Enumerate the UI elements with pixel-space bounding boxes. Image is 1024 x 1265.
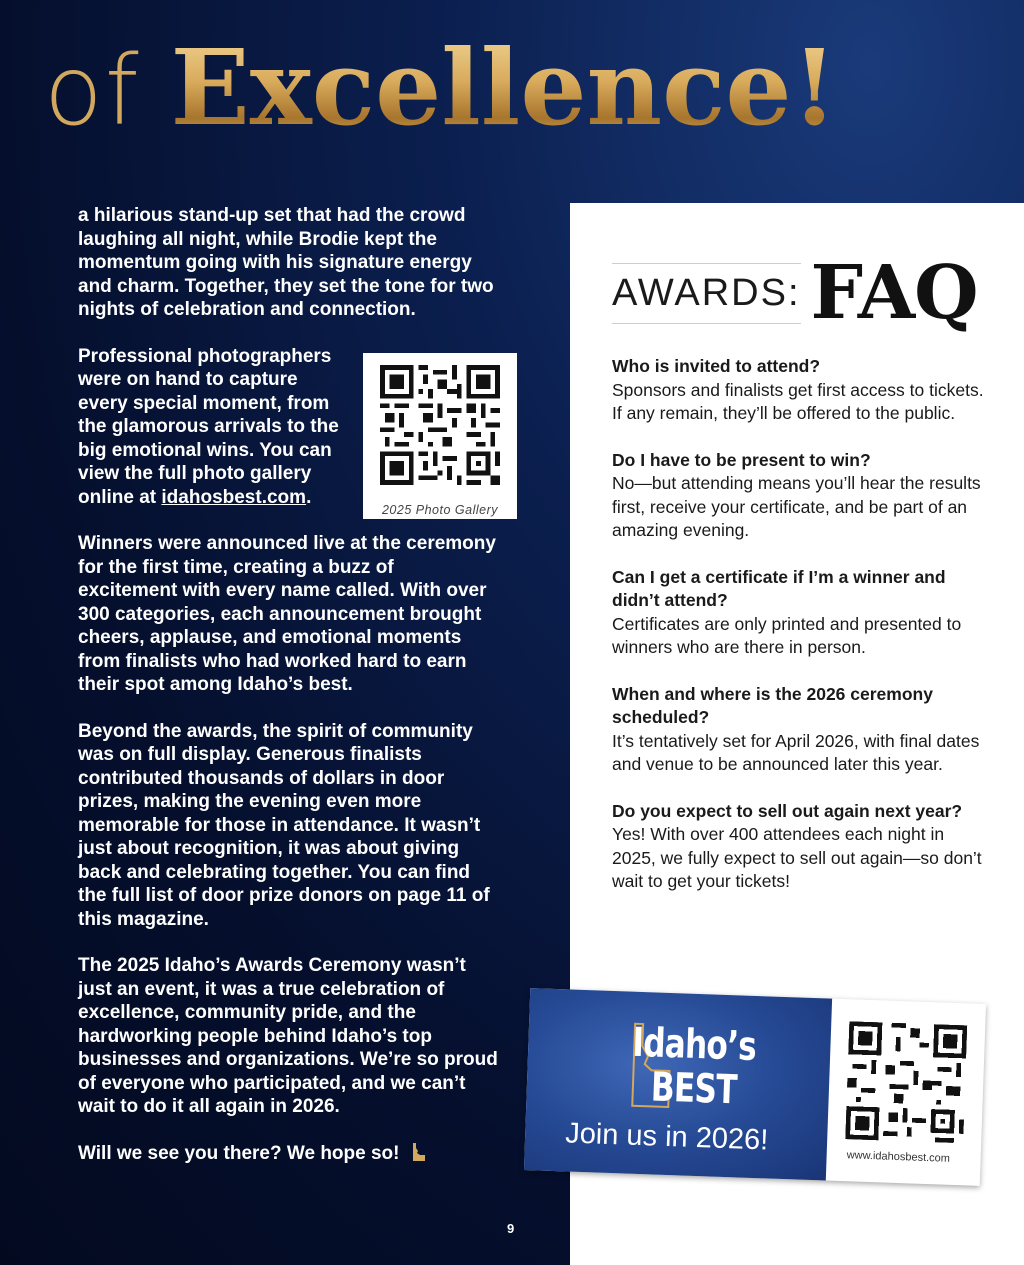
article-paragraph-5: The 2025 Idaho’s Awards Ceremony wasn’t just an event, it was a true celebration of excellence, community pride, and the hardworking people behind Idaho’s top businesses and organizations. We’re so proud of everyone who participated, and we can’t wait to do it all again in 2026. bbox=[78, 955, 498, 1117]
photo-gallery-qr-card[interactable] bbox=[363, 353, 517, 519]
article-paragraph-2-end: . bbox=[306, 486, 312, 508]
faq-item bbox=[612, 355, 992, 426]
article-paragraph-2 bbox=[78, 345, 348, 510]
faq-question: Do you expect to sell out again next year? bbox=[612, 800, 963, 821]
promo-banner bbox=[524, 988, 832, 1180]
faq-item bbox=[612, 449, 992, 543]
faq-question: Can I get a certificate if I’m a winner and didn’t attend? bbox=[612, 566, 946, 610]
faq-list bbox=[612, 355, 992, 917]
article-column bbox=[78, 204, 498, 1188]
article-paragraph-2-text: Professional photographers were on hand to capture every special moment, from the glamorous arrivals to the big emotional wins. You can view the full photo gallery online at bbox=[78, 345, 339, 508]
faq-item bbox=[612, 800, 992, 894]
faq-answer: Yes! With over 400 attendees each night in 2025, we fully expect to sell out again—so don’t wait to get your tickets! bbox=[612, 824, 982, 891]
photo-paragraph-block bbox=[78, 345, 498, 517]
article-paragraph-1: a hilarious stand-up set that had the crowd laughing all night, while Brodie kept the momentum going with his signature energy and charm. Together, they set the tone for two nights of celebration and connection. bbox=[78, 205, 494, 320]
qr-caption: 2025 Photo Gallery bbox=[381, 502, 498, 517]
page-number: 9 bbox=[507, 1221, 515, 1236]
gallery-link[interactable]: idahosbest.com bbox=[161, 486, 307, 508]
headline-word: Excellence! bbox=[170, 26, 838, 149]
article-paragraph-4: Beyond the awards, the spirit of community was on full display. Generous finalists contributed thousands of dollars in door prizes, making the evening even more memorable for those in attendance. It wasn’t just about recognition, it was about giving back and celebrating together. You can find the full list of door prize donors on page 11 of this magazine. bbox=[78, 720, 490, 930]
faq-heading bbox=[612, 250, 978, 336]
faq-label: AWARDS: bbox=[612, 263, 801, 324]
promo-card[interactable] bbox=[524, 988, 986, 1186]
faq-title: FAQ bbox=[810, 250, 978, 336]
faq-question: Who is invited to attend? bbox=[612, 356, 821, 376]
article-paragraph-6 bbox=[78, 1142, 498, 1166]
closing-question: Will we see you there? We hope so! bbox=[78, 1142, 400, 1164]
faq-answer: It’s tentatively set for April 2026, with final dates and venue to be announced later this year. bbox=[612, 730, 980, 774]
promo-logo-line2: BEST bbox=[650, 1064, 738, 1114]
idaho-state-icon bbox=[411, 1143, 425, 1161]
promo-cta: Join us in 2026! bbox=[564, 1117, 769, 1157]
headline-prefix: of bbox=[44, 35, 141, 147]
promo-url[interactable]: www.idahosbest.com bbox=[846, 1149, 951, 1165]
qr-code-icon bbox=[380, 365, 500, 485]
faq-answer: No—but attending means you’ll hear the results first, receive your certificate, and be part of an amazing evening. bbox=[612, 473, 981, 540]
headline bbox=[44, 26, 837, 166]
faq-question: Do I have to be present to win? bbox=[612, 449, 871, 470]
faq-item bbox=[612, 566, 992, 660]
promo-qr-code-icon bbox=[845, 1021, 967, 1143]
promo-logo-line1: Idaho’s bbox=[631, 1019, 757, 1070]
faq-answer: Certificates are only printed and presented to winners who are there in person. bbox=[612, 613, 962, 657]
faq-answer: Sponsors and finalists get first access to tickets. If any remain, they’ll be offered to the public. bbox=[612, 379, 984, 423]
article-paragraph-3: Winners were announced live at the ceremony for the first time, creating a buzz of excitement with every name called. With over 300 categories, each announcement brought cheers, applause, and emotional moments from finalists who had worked hard to earn their spot among Idaho’s best. bbox=[78, 533, 496, 695]
faq-item bbox=[612, 683, 992, 777]
faq-question: When and where is the 2026 ceremony scheduled? bbox=[612, 683, 933, 727]
